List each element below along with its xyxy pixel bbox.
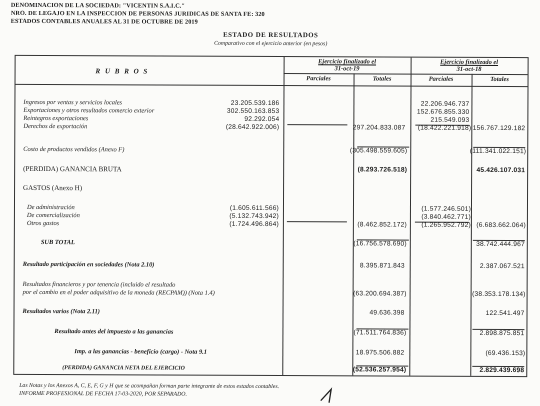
value-cell: (71.511.764.836) <box>353 329 407 337</box>
row-label-ingresos: Ingresos por ventas y servicios locales <box>23 98 123 107</box>
value-cell: 2.898.875.851 <box>479 329 525 338</box>
company-name: DENOMINACION DE LA SOCIEDAD: "VICENTIN S.A.I.C." <box>10 1 185 10</box>
row-label-derechos: Derechos de exportación <box>23 122 88 131</box>
column-divider <box>282 57 284 375</box>
value-cell: (28.642.922.006) <box>225 123 280 132</box>
row-label-otros-gastos: Otros gastos <box>26 219 60 228</box>
row-label-antes-impuesto: Resultado antes del impuesto a las ganancias <box>54 328 174 336</box>
statement-title: ESTADO DE RESULTADOS <box>223 31 319 40</box>
value-cell: (52.536.257.954) <box>352 366 407 374</box>
value-cell: 215.549.093 <box>430 116 470 124</box>
statement-subtitle: Comparativo con el ejercicio anterior (en pesos) <box>214 40 328 48</box>
value-cell: 49.636.398 <box>369 309 405 317</box>
row-label-impuesto: Imp. a las ganancias - beneficio (cargo) - Nota 9.1 <box>74 348 207 356</box>
value-cell: 38.742.444.967 <box>476 240 525 249</box>
footer-report-date: INFORME PROFESIONAL DE FECHA 17-03-2020, POR SEPARADO. <box>19 390 187 398</box>
row-label-participacion: Resultado participación en sociedades (Nota 2.10) <box>22 260 155 269</box>
value-cell: 45.426.107.031 <box>476 166 526 175</box>
value-cell: (16.756.578.690) <box>353 240 407 248</box>
period-2019-date: 31-oct-19 <box>334 65 360 73</box>
value-cell: (69.436.153) <box>485 349 526 358</box>
value-cell: 2.829.439.698 <box>479 366 525 375</box>
statement-period: ESTADOS CONTABLES ANUALES AL 31 DE OCTUBRE DE 2019 <box>10 17 198 26</box>
sum-line <box>287 124 347 125</box>
row-label-gastos: GASTOS (Anexo H) <box>23 183 83 193</box>
value-cell: 22.206.946.737 <box>420 100 470 108</box>
row-label-comercializacion: De comercialización <box>26 211 80 220</box>
row-label-exportaciones: Exportaciones y otros resultados comercio exterior <box>23 106 155 115</box>
row-label-financieros-2: por el cambio en el poder adquisitivo de la moneda (RECPAM)) (Nota 1.4) <box>22 288 215 297</box>
footer-note: Las Notas y los Anexos A, C, E, F, G y H que se acompañan forman parte integrante de estos estados contables. <box>19 382 280 391</box>
value-cell: 8.395.871.843 <box>359 262 405 270</box>
value-cell: 156.767.129.182 <box>472 124 526 133</box>
value-cell: 2.387.067.521 <box>479 262 525 271</box>
registry-number: NRO. DE LEGAJO EN LA INSPECCION DE PERSONAS JURIDICAS DE SANTA FE: 320 <box>10 9 265 18</box>
period-2019-header: Ejercicio finalizado el <box>318 58 377 66</box>
row-label-reintegros: Reintegros exportaciones <box>23 114 89 123</box>
totales-2019-header: Totales <box>372 75 392 83</box>
row-label-costo: Costo de productos vendidos (Anexo F) <box>23 145 125 154</box>
row-label-varios: Resultados varios (Nota 2.11) <box>22 307 100 316</box>
value-cell: 18.975.506.882 <box>355 349 405 357</box>
value-cell: (6.683.662.064) <box>476 221 526 230</box>
parciales-2018-header: Parciales <box>428 75 454 83</box>
row-label-financieros-1: Resultados financieros y por tenencia (incluido el resultado <box>22 280 176 289</box>
value-cell: (111.341.022.151) <box>469 147 527 156</box>
row-label-subtotal: SUB TOTAL <box>40 239 75 247</box>
value-cell: 302.550.163.853 <box>226 107 280 116</box>
signature-mark <box>317 386 377 404</box>
totales-2018-header: Totales <box>490 75 509 84</box>
income-statement-table <box>13 55 528 377</box>
value-cell: (305.498.559.605) <box>349 147 408 155</box>
value-cell: (1.605.611.566) <box>229 204 279 213</box>
row-label-ganancia-bruta: (PERDIDA) GANANCIA BRUTA <box>23 164 122 174</box>
value-cell: (38.353.178.134) <box>472 290 526 299</box>
parciales-2019-header: Parciales <box>306 75 331 83</box>
rubros-header: R U B R O S <box>95 67 149 76</box>
value-cell: (1.724.496.864) <box>229 220 279 229</box>
value-cell: (18.422.221.918) <box>417 124 472 132</box>
sum-line <box>287 221 347 222</box>
row-label-administracion: De administración <box>26 203 75 212</box>
value-cell: 23.205.539.186 <box>230 99 280 108</box>
value-cell: (8.462.852.172) <box>357 221 407 229</box>
value-cell: (3.840.462.771) <box>421 213 471 221</box>
value-cell: (63.200.694.387) <box>353 290 407 298</box>
column-divider <box>409 58 411 376</box>
value-cell: 152.676.855.330 <box>416 108 470 116</box>
value-cell: 297.204.833.087 <box>352 124 406 132</box>
period-2018-header: Ejercicio finalizado el <box>440 58 499 66</box>
value-cell: (5.132.743.942) <box>229 212 279 221</box>
value-cell: 122.541.497 <box>485 309 525 318</box>
row-label-neta: (PERDIDA) GANANCIA NETA DEL EJERCICIO <box>62 365 185 372</box>
header-bottom-line <box>16 84 528 87</box>
period-2018-date: 31-oct-18 <box>456 65 482 73</box>
value-cell: (1.577.246.501) <box>421 205 471 213</box>
value-cell: (1.265.952.792) <box>421 221 471 229</box>
value-cell: 92.292.054 <box>244 115 280 124</box>
value-cell: (8.293.726.518) <box>357 166 408 174</box>
